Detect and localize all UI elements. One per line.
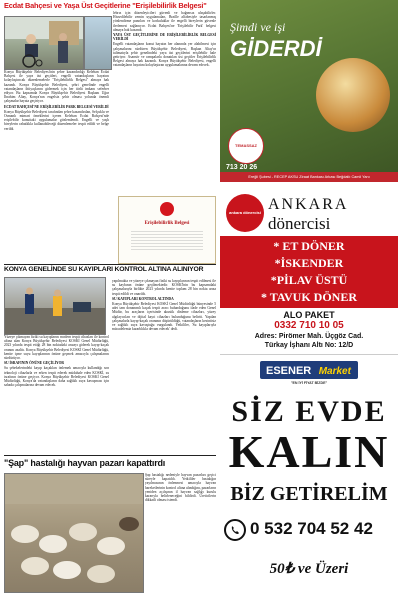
ad-giderdi-badge xyxy=(228,128,264,164)
ad-ankara-menu-item-4: * TAVUK DÖNER xyxy=(260,290,358,304)
article1-photo-overpass xyxy=(84,16,112,70)
article2-photo-workers xyxy=(4,277,106,335)
ad-esener-line1: SİZ EVDE xyxy=(231,395,387,428)
ad-ankara-delivery-label: ALO PAKET xyxy=(283,310,335,320)
ad-ankara-name-line2: dönercisi xyxy=(268,214,331,233)
certificate-lines xyxy=(131,231,203,251)
article2-headline: KONYA GENELİNDE SU KAYIPLARI KONTROL ALTINA ALINIYOR xyxy=(4,266,204,273)
ad-giderdi-main-text: GİDERDİ xyxy=(230,36,322,61)
divider-top xyxy=(4,264,216,265)
divider-bottom xyxy=(4,455,216,456)
ad-esener-phone: 0 532 704 52 42 xyxy=(250,519,373,538)
ad-ankara-menu-item-3: *PİLAV ÜSTÜ xyxy=(270,273,348,287)
certificate-seal-icon xyxy=(160,202,174,216)
ad-giderdi-phone: 713 20 26 xyxy=(226,164,258,171)
ad-giderdi-top-text: Şimdi ve işi xyxy=(230,20,286,34)
ad-giderdi xyxy=(220,0,398,182)
article1-col1-subheading: ECDAT BAHÇESİ'NE ERİŞİLEBİLİR PARK BELGESİ VERİLDİ xyxy=(4,104,109,109)
article1-col1-text: Konya Büyükşehir Belediyesi'nin şehre kazandırdığı Kelehan Ecdat Bahçesi ile yaya üst geçitleri, engelli vatandaşların hayatını kolaylaştırıcak düzenlemelerle "Erişilebilirlik Belgesi" almaya hak kazandı. Konya Büyükşehir Belediyesi, şehri genelinde engelli vatandaşların ihtiyaçlarını gidermek için her türlü imkanı seferber ediyor. Bu kapsamda Konya Büyükşehir Belediyesi Başkanı Uğur İbrahim Altay, Konya'nın engelsiz şehir olması yolunda önemli çalışmalar hayata geçiriyor. ECDAT BAHÇESİ'NE ERİŞİLEBİLİR PARK BELGESİ VERİLDİ Konya Büyükşehir Belediyesi tarafından şehre kazandırılan, Selçuklu ve Osmanlı mimari ömeklerini içeren Kelehan Ecdat Bahçesi'nde erişilebilir konuttaki uygulamalar gözlemlendi. Engelli ve yaşlı bireylerin rahatlıkla kullanabileceği düzenlemeler tespit edildi ve belge verildi. xyxy=(4,70,109,131)
article2-col2-subheading: SU KAYIPLARI KONTROL ALTINDA xyxy=(112,296,174,301)
ad-ankara-menu-item-2: *İSKENDER xyxy=(274,256,344,270)
article1-col2-subheading: YAYA ÜST GEÇİTLERİNE DE ERİŞİLEBİLİRLİK BELGESİ VERİLDİ xyxy=(113,33,216,42)
article1-headline: Ecdat Bahçesi ve Yaşa Üst Geçitlerine "Erişilebilirlik Belgesi" xyxy=(4,1,207,10)
ad-ankara-menu-block xyxy=(220,236,398,308)
whatsapp-icon xyxy=(224,519,246,541)
ad-giderdi-address: Ereğli Şubesi - RECEP AKSU Ziraat Bankası Arkası Beğdatlı Camii Yanı xyxy=(220,172,398,182)
article1-col2-text: lebrız için düzenleyicileri güvenli ve bağımsız ulaşabilirler. Hissedilebilir zemin uygulamaları, Braille alfabesiyle tasarlanmış yönlendirme panoları ve korkuluklar ile engelli bireylerin güvenle ilerlemesi sağlanıyor. Ecdat Bahçesi'ne 'Erişilebilir Park' belgesi almaya hak kazandı. YAYA ÜST GEÇİTLERİNE DE ERİŞİLEBİLİRLİK BELGESİ VERİLDİ Engelli vatandaşların konut hayatın her alanında yer alabilmesi için çalışmalarını sürdüren Büyükşehir Belediyesi, Başkan Altay'ın talimatıyla şehir genelindeki yaya üst geçitlerini erişilebilir hale getiriyor. Asansör ve rampalarla donatılan üst geçitler Erişilebilirlik Belgesi almaya hak kazandı. Konya Büyükşehir Belediyesi, engelli vatandaşların hayatını kolaylaştıran uygulamalarına devam edecek. xyxy=(113,11,216,68)
ad-ankara-logo-icon xyxy=(226,194,264,232)
sheep-scene-icon xyxy=(5,474,143,592)
article3-headline: "Şap" hastalığı hayvan pazarı kapattırdı xyxy=(4,458,166,468)
certificate-image xyxy=(118,196,216,264)
article2-col2-text: yapılmakta ve yüzeye çıkmayan fiziki su kayıplarının tespit edilmesi ile su kaybının önüne geçilmektedir. KOSKİ'nin bu kapsamdaki çalışmalarıyla birlikte 2023 yılında kentte toplam 28 bin nokta arıza tespit edildi ve onarıldı. SU KAYIPLARI KONTROL ALTINDA Konya Büyükşehir Belediyesi KOSKİ Genel Müdürlüğü bünyesinde 5 adet tam donanımlı kaçak tespit aracı bulunduğunu ifade eden Genel Müdür, bu araçların içerisinde akustik dinleme cihazları, yüzey algılayıcıları ve dijital kayıt cihazları bulunduğunu belirtti. Yapılan çalışmalarla kayıp-kaçak oranının düşürüldüğü, vatandaşların kesintisiz ve sağlıklı suya kavuştuğu vurgulandı. Yetkililer, 'Su kayıplarıyla mücadelemiz kararlılıkla devam edecek' dedi. xyxy=(112,279,216,332)
article3-photo-sheep xyxy=(4,473,144,593)
ad-ankara-donercisi xyxy=(220,184,398,352)
ad-esener-footer: 50₺ ve Üzeri xyxy=(269,561,349,577)
workers-scene-icon xyxy=(5,278,105,334)
ad-ankara-address1: Adres: Pirömer Mah. Üçgöz Cad. xyxy=(254,333,364,340)
article1-photo-wheelchair xyxy=(4,16,84,70)
ad-ankara-phone: 0332 710 10 05 xyxy=(274,320,344,331)
ad-giderdi-product-image xyxy=(316,58,390,132)
ad-ankara-name-line1: ANKARA xyxy=(268,196,349,213)
wheelchair-scene-icon xyxy=(5,17,83,69)
ad-esener-line2: KALIN xyxy=(228,426,390,477)
ad-ankara-logo-text: ankara dönercisi xyxy=(229,210,261,215)
article2-col1-text: Yüzeye çıkmayan fiziki su kayıplarını modern tespit cihazları ile kontrol altına alan Konya Büyükşehir Belediyesi KOSKİ Genel Müdürlüğü, 2023 yılında tespit ettiği 28 bin noktadaki arızayı giderek kayıp-kaçak oranını azalttı. Konya Büyükşehir Belediyesi KOSKİ Genel Müdürlüğü, kentte içme suyu kayıplarının önüne geçmek amacıyla çalışmalarını sürdürüyor. SU İSRAFININ ÖNÜNE GEÇİLİYOR Su şebekelerindeki kayıp kaçakları önlemek amacıyla kullandığı son teknoloji cihazlarla ve erken tespit ederek müdahale eden KOSKİ, su israfının önüne geçiyor. Konya Büyükşehir Belediyesi KOSKİ Genel Müdürlüğü, Konya'da vatandaşların daha sağlıklı suya kavuşması için sahada çalışmalarına devam edecek. xyxy=(4,335,109,388)
ad-ankara-address2: Türkay İşhanı Altı No: 12/D xyxy=(264,342,354,349)
ad-esener-phone-block xyxy=(224,517,394,545)
ad-giderdi-badge-text: TEMASSAZ xyxy=(235,143,257,148)
ad-ankara-menu-item-1: * ET DÖNER xyxy=(273,239,345,253)
article2-col1-subheading: SU İSRAFININ ÖNÜNE GEÇİLİYOR xyxy=(4,361,65,366)
ad-esener-line3: BİZ GETİRELİM xyxy=(230,483,388,505)
ad-esener-brand-block xyxy=(260,361,358,379)
article3-text: Şap hastalığı nedeniyle hayvan pazarları geçici süreyle kapatıldı. Yetkililer hastalığın yayılmasının önlenmesi amacıyla hayvan hareketlerinin kontrol altına alındığını, pazarların yeniden açılışının il hayvan sağlığı kurulu kararıyla belirleneceğini bildirdi. Üreticilerin dikkatli olması istendi. xyxy=(145,473,216,503)
certificate-title: Erişilebilirlik Belgesi xyxy=(144,221,190,226)
ad-esener-market xyxy=(220,354,398,593)
ad-esener-slogan: "EN İYİ FİYAT BİZDE" xyxy=(290,381,328,385)
ad-esener-brand: ESENER xyxy=(266,365,312,377)
ad-esener-brand2: Market xyxy=(318,366,351,377)
